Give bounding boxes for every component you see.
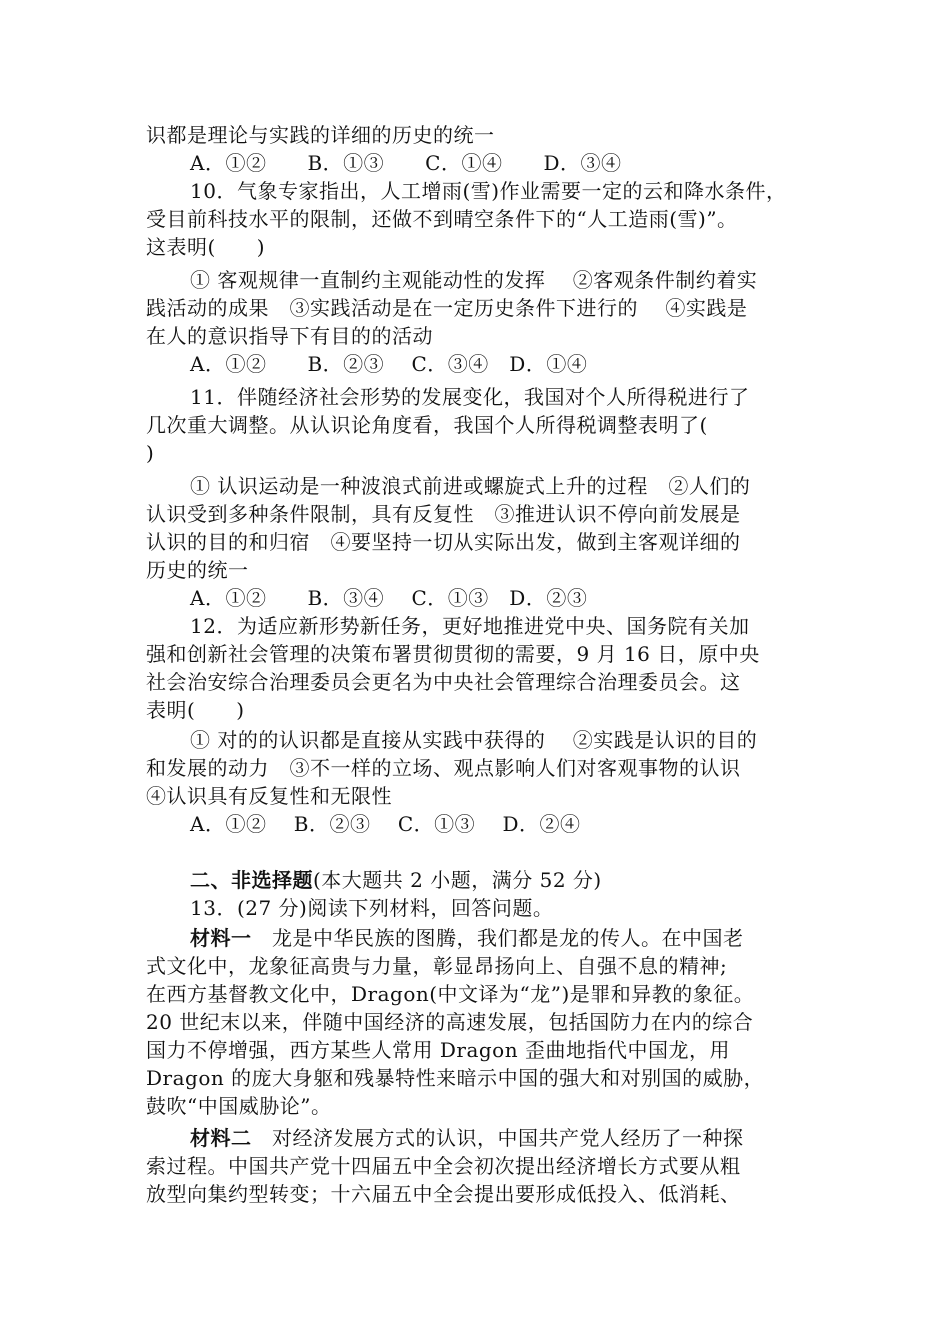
material-2-line-2: 索过程。中国共产党十四届五中全会初次提出经济增长方式要从粗 (146, 1154, 741, 1178)
text-line: 社会治安综合治理委员会更名为中央社会管理综合治理委员会。这 (146, 670, 741, 694)
question-13: 13．(27 分)阅读下列材料，回答问题。 (190, 896, 554, 920)
text-line: 历史的统一 (146, 558, 249, 582)
text-line: 几次重大调整。从认识论角度看，我国个人所得税调整表明了( (146, 413, 708, 437)
text-line: 认识的目的和归宿 ④要坚持一切从实际出发，做到主客观详细的 (146, 530, 741, 554)
material-1-line-5: 国力不停增强，西方某些人常用 Dragon 歪曲地指代中国龙，用 (146, 1038, 730, 1062)
material-1-line-7: 鼓吹“中国威胁论”。 (146, 1094, 332, 1118)
material-1-line-2: 式文化中，龙象征高贵与力量，彰显昂扬向上、自强不息的精神; (146, 954, 728, 978)
text-line: 12．为适应新形势新任务，更好地推进党中央、国务院有关加 (190, 614, 750, 638)
text-line: 在人的意识指导下有目的的活动 (146, 324, 433, 348)
text-line: 认识受到多种条件限制，具有反复性 ③推进认识不停向前发展是 (146, 502, 741, 526)
material-1-line-1 (190, 924, 816, 952)
text-line: 践活动的成果 ③实践活动是在一定历史条件下进行的 ④实践是 (146, 296, 748, 320)
text-line: 受目前科技水平的限制，还做不到晴空条件下的“人工造雨(雪)”。 (146, 207, 738, 231)
text-line: ) (146, 441, 155, 465)
text-line: ④认识具有反复性和无限性 (146, 784, 392, 808)
material-1-label: 材料一 (190, 926, 252, 950)
text-line: 和发展的动力 ③不一样的立场、观点影响人们对客观事物的认识 (146, 756, 741, 780)
material-1-line-4: 20 世纪末以来，伴随中国经济的高速发展，包括国防力在内的综合 (146, 1010, 754, 1034)
material-2-line-3: 放型向集约型转变；十六届五中全会提出要形成低投入、低消耗、 (146, 1182, 741, 1206)
material-2-line-1 (190, 1124, 816, 1152)
text-line: ① 认识运动是一种波浪式前进或螺旋式上升的过程 ②人们的 (190, 474, 751, 498)
text-line: A．①② B．②③ C．③④ D．①④ (190, 352, 588, 376)
material-1-line-6: Dragon 的庞大身躯和残暴特性来暗示中国的强大和对别国的威胁， (146, 1066, 765, 1090)
text-line: 10．气象专家指出，人工增雨(雪)作业需要一定的云和降水条件， (190, 179, 787, 203)
text-line: A．①② B．③④ C．①③ D．②③ (190, 586, 588, 610)
material-2-label: 材料二 (190, 1126, 252, 1150)
text-line: ① 对的的认识都是直接从实践中获得的 ②实践是认识的目的 (190, 728, 758, 752)
section-heading (190, 866, 816, 894)
section-heading-label: 二、非选择题 (190, 868, 313, 892)
text-line: A．①② B．①③ C．①④ D．③④ (190, 151, 622, 175)
section-heading-note: (本大题共 2 小题，满分 52 分) (313, 868, 602, 892)
text-line: 11．伴随经济社会形势的发展变化，我国对个人所得税进行了 (190, 385, 750, 409)
text-line: 这表明( ) (146, 235, 266, 259)
material-1-line-3: 在西方基督教文化中，Dragon(中文译为“龙”)是罪和异教的象征。 (146, 982, 755, 1006)
text-line: 强和创新社会管理的决策布署贯彻贯彻的需要，9 月 16 日，原中央 (146, 642, 760, 666)
text-line: ① 客观规律一直制约主观能动性的发挥 ②客观条件制约着实 (190, 268, 758, 292)
material-2-text: 对经济发展方式的认识，中国共产党人经历了一种探 (251, 1126, 744, 1150)
text-line: 表明( ) (146, 698, 245, 722)
text-line: A．①② B．②③ C．①③ D．②④ (190, 812, 581, 836)
material-1-text: 龙是中华民族的图腾，我们都是龙的传人。在中国老 (251, 926, 744, 950)
text-line: 识都是理论与实践的详细的历史的统一 (146, 123, 495, 147)
